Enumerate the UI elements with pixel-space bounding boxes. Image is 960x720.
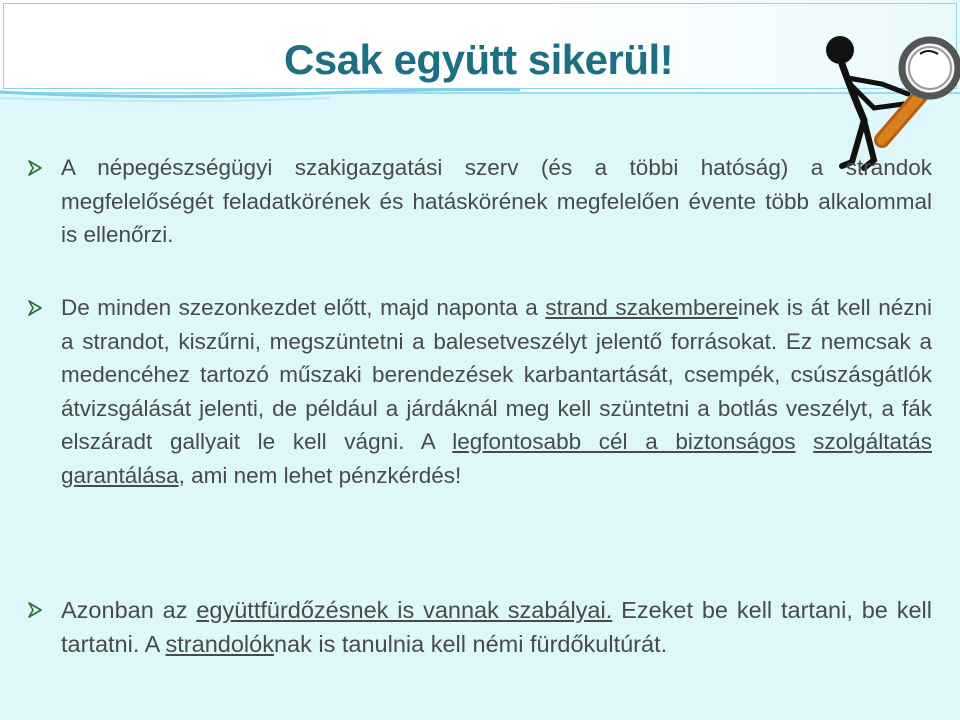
text-segment: De minden szezonkezdet előtt, majd naponta a <box>61 295 546 320</box>
underlined-phrase: strandolók <box>165 631 274 657</box>
title-accent-swoosh <box>0 86 520 104</box>
bullet-1-text <box>61 151 932 252</box>
bullet-3 <box>27 593 932 661</box>
text-segment: inek is át kell nézni a strandot, kiszűrni, megszüntetni a balesetveszélyt jelentő forrásokat. Ez nemcsak a medencéhez tartozó műszaki berendezések karbantartását, csempék, csúszásgátlók átvizsgálását jelenti, de például a járdáknál meg kell szüntetni a botlás veszélyt, a fák elszáradt gallyait le kell vágni. A <box>61 295 932 454</box>
text-segment: nak is tanulnia kell némi fürdőkultúrát. <box>273 631 668 657</box>
text-segment: Ezeket be kell tartani, be kell tartatni. A <box>61 597 932 657</box>
underlined-phrase: együttfürdőzésnek is vannak szabályai. <box>196 597 613 623</box>
underlined-phrase: szolgáltatás garantálása <box>61 429 932 488</box>
bullet-1 <box>27 151 932 252</box>
arrow-bullet-icon <box>27 300 43 316</box>
text-segment: , ami nem lehet pénzkérdés! <box>178 462 462 488</box>
bullet-1-sentence: A népegészségügyi szakigazgatási szerv (és a többi hatóság) a strandok megfelelőségét feladatkörének és hatáskörének megfelelően évente több alkalommal is ellenőrzi. <box>61 155 932 247</box>
arrow-bullet-icon <box>27 160 43 176</box>
text-segment: Azonban az <box>61 597 197 623</box>
bullet-2 <box>27 291 932 492</box>
page-title: Csak együtt sikerül! <box>284 36 674 83</box>
bullet-3-text <box>61 593 932 661</box>
underlined-phrase: strand szakembere <box>545 295 738 320</box>
text-segment <box>795 429 813 454</box>
arrow-bullet-icon <box>27 602 43 618</box>
underlined-phrase: legfontosabb cél a biztonságos <box>452 429 796 454</box>
bullet-2-text <box>61 291 932 492</box>
